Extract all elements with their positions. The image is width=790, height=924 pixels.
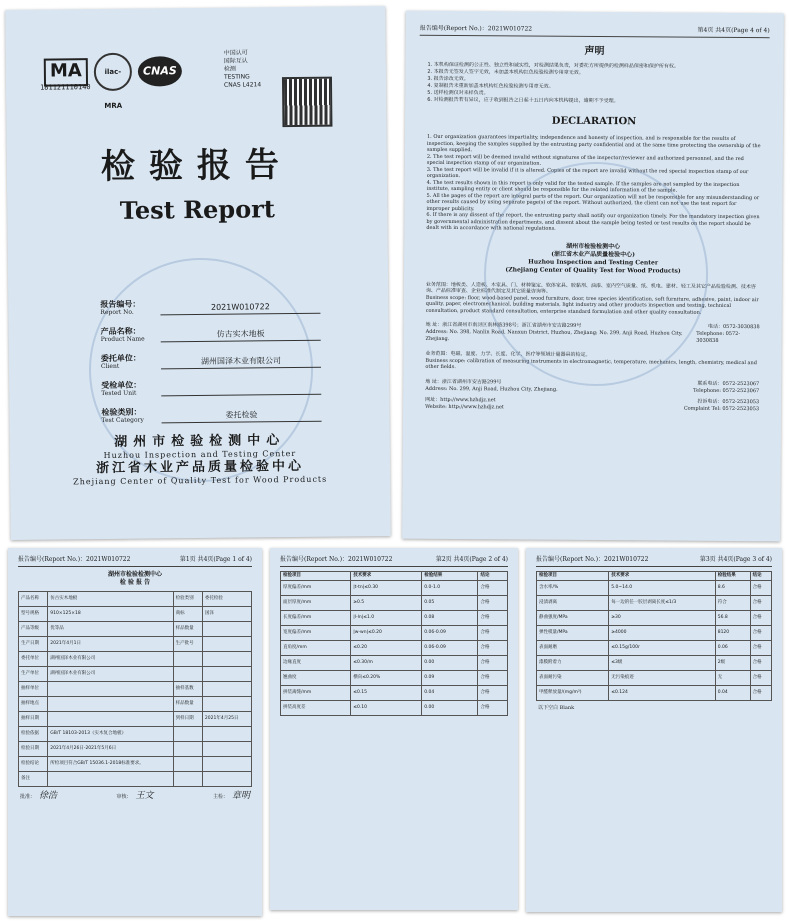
table-header-cell: 结论 <box>750 572 771 581</box>
page-header: 报告编号(Report No.)：2021W010722 第2页 共4页(Page 2 of 4) <box>280 556 508 567</box>
table-cell: 0.04 <box>422 685 478 700</box>
table-row <box>19 742 252 757</box>
table-row <box>537 640 772 655</box>
table-cell: 拼装高度差 <box>281 700 351 715</box>
table-cell: 0.06 <box>715 640 750 655</box>
table-cell: 2级 <box>715 655 750 670</box>
table-cell: 8.6 <box>715 580 750 595</box>
table-cell: 抽样日期 <box>19 712 48 727</box>
table-cell <box>202 622 251 637</box>
blank-note: 以下空白 Blank <box>538 704 575 711</box>
table-cell: 优等品 <box>48 622 173 637</box>
table-cell: ≤0.15 <box>351 685 422 700</box>
table-cell: 合格 <box>750 625 771 640</box>
table-cell: 合格 <box>750 595 771 610</box>
table-cell: 合格 <box>478 640 508 655</box>
table-cell: ≤0.10 <box>351 700 422 715</box>
table-cell: GB/T 18103-2013《实木复合地板》 <box>48 727 173 742</box>
table-cell: 国泽 <box>202 607 251 622</box>
table-cell: 静曲强度/MPa <box>537 610 609 625</box>
table-row <box>19 622 252 637</box>
field-report-no: 报告编号： Report No. 2021W010722 <box>100 287 320 316</box>
table-cell: 含水率/% <box>537 580 609 595</box>
table-cell: 合格 <box>750 610 771 625</box>
table-row <box>19 682 252 697</box>
table-cell <box>202 682 251 697</box>
table-header-row <box>281 572 508 581</box>
page1-title: 湖州市检验检测中心 <box>107 571 162 578</box>
table-header-cell: 检验结果 <box>422 572 478 581</box>
table-cell: 无 <box>715 670 750 685</box>
table-row <box>537 670 772 685</box>
report-page-2 <box>270 548 518 910</box>
table-row <box>19 652 252 667</box>
signature-inspect: 主检： 章明 <box>212 791 250 801</box>
table-cell: 委托单位 <box>19 652 48 667</box>
table-row <box>19 697 252 712</box>
table-cell: 生产批号 <box>173 637 202 652</box>
table-cell: 8120 <box>715 625 750 640</box>
page-header: 报告编号(Report No.)：2021W010722 第4页 共4页(Page 4 of 4) <box>420 25 770 38</box>
table-header-row <box>537 572 772 581</box>
table-cell: ≤0.20 <box>351 640 422 655</box>
table-row <box>19 637 252 652</box>
table-cell <box>48 697 173 712</box>
table-row <box>19 772 252 787</box>
table-cell: 表面耐磨 <box>537 640 609 655</box>
table-cell: 型号规格 <box>19 607 48 622</box>
business-scope: 业务范围：地板类、人造板、木家具、门、材种鉴定、软体家具、胶黏剂、油漆、室内空气质量、纸、机电、建材、轻工及其它产品检验检测、技术咨询、产品标准审查、企业标准代制定及其它质量咨询等。 Business scope: floor, wood-based panel, wood furniture, door, tree species identification, soft furniture, adhesive, paint, indoor air quality, paper, electromechanical, building materials, light industry and other products inspection and testing, technical consultation, product standard consultation, enterprise standard formulation and other quality consultation. <box>425 281 759 316</box>
table-cell: 无污染痕迹 <box>609 670 715 685</box>
table-cell: 合格 <box>750 670 771 685</box>
table-header-cell: 检验项目 <box>537 572 609 581</box>
table-cell: 0.05 <box>422 595 478 610</box>
table-cell: 合格 <box>478 625 508 640</box>
table-cell: 湖州国泽木业有限公司 <box>48 652 173 667</box>
table-cell: 湖州国泽木业有限公司 <box>48 667 173 682</box>
table-cell: ≤0.15g/100r <box>609 640 715 655</box>
table-cell <box>173 742 202 757</box>
table-cell: 所检项目符合GB/T 15036.1-2018标准要求。 <box>48 757 173 772</box>
table-cell: 2021年4月26日-2021年5月6日 <box>48 742 173 757</box>
table-cell: 合格 <box>478 610 508 625</box>
table-cell: 合格 <box>478 670 508 685</box>
table-cell: ≥4000 <box>609 625 715 640</box>
table-header-cell: 结论 <box>478 572 508 581</box>
table-cell: 2021年4月25日 <box>202 712 251 727</box>
contact-block-1: 地 址：浙江省湖州市南浔区南林路398号；浙江省湖州市安吉路299号 电话：0572-3030838 Address: No. 398, Nanlin Road, Nanxun District, Huzhou, Zhejiang; No. 299, Anji Road, Huzhou City, Zhejiang. Telephone: 0572-3030838 <box>425 321 760 344</box>
table-row <box>281 610 508 625</box>
cover-title-en: Test Report <box>119 194 276 225</box>
table-row <box>537 580 772 595</box>
table-cell: 边缘直度 <box>281 655 351 670</box>
table-header-cell: 检验结果 <box>715 572 750 581</box>
table-cell: 产品名称 <box>19 592 48 607</box>
table-header-cell: 检验项目 <box>281 572 351 581</box>
table-cell: 样品数量 <box>173 697 202 712</box>
table-cell <box>173 727 202 742</box>
report-page-1 <box>8 548 262 916</box>
table-cell: 宽度偏差/mm <box>281 625 351 640</box>
table-cell: 0.09 <box>422 670 478 685</box>
field-client: 委托单位： Client 湖州国泽木业有限公司 <box>101 341 321 370</box>
table-cell: 仿古实木地板 <box>48 592 173 607</box>
table-cell <box>202 772 251 787</box>
table-row <box>19 607 252 622</box>
table-cell: 样品数量 <box>173 622 202 637</box>
table-cell: 拼装离缝/mm <box>281 685 351 700</box>
cover-organization: 湖州市检验检测中心 Huzhou Inspection and Testing Center 浙江省木业产品质量检验中心 Zhejiang Center of Quality Test for Wood Products <box>73 433 328 487</box>
table-row <box>281 685 508 700</box>
table-cell: 合格 <box>750 580 771 595</box>
table-cell <box>202 637 251 652</box>
table-cell: 抽样地点 <box>19 697 48 712</box>
field-product-name: 产品名称： Product Name 仿古实木地板 <box>100 314 320 343</box>
table-cell: 生产日期 <box>19 637 48 652</box>
page2-table <box>280 571 508 716</box>
table-cell: 检验日期 <box>19 742 48 757</box>
declaration-en-list: 1. Our organization guarantees impartiality, independence and honesty of inspection, and is responsible for the results of inspection, keeping the samples supplied by the entrusting party confidential and at the same time protecting the ownership of the samples supplied. 2. The test report will be deemed invalid without signatures of the inspector/reviewer and authorized personnel, and the red special inspection stamp of our organization. 3. The test report will be invalid if it is altered. Copies of the report are invalid without the red special inspection stamp of our organization. 4. The test results shown in this report is only valid for the tested sample. If the samples are not sampled by the inspection institute, sampling entity or client should be responsible for the related information of the sample. 5. All the pages of the report are integral parts of the report. Our organization will not be responsible for any misunderstanding or other results caused by using separate page(s) of the report. Without authorized, the client can not use the test report for improper publicity. 6. If there is any dissent of the report, the entrusting party shall notify our organization timely. For the mandatory inspection given by governmental administration departments, and dissent about the sample being tested or test results on the report should be dealt with in accordance with national regulations. <box>426 133 761 232</box>
cover-title-cn: 检验报告 <box>100 145 294 188</box>
table-cell: ≤0.30/m <box>351 655 422 670</box>
table-cell: 翘曲度 <box>281 670 351 685</box>
table-cell: 商标 <box>173 607 202 622</box>
table-row <box>19 712 252 727</box>
table-cell: 910×125×18 <box>48 607 173 622</box>
table-row <box>281 580 508 595</box>
ma-number: 181121110140 <box>40 83 91 92</box>
page1-table <box>18 591 252 787</box>
page-header: 报告编号(Report No.)：2021W010722 第3页 共4页(Page 3 of 4) <box>536 556 772 567</box>
table-cell: 表面耐污染 <box>537 670 609 685</box>
watermark-seal <box>483 161 709 387</box>
table-cell: 56.8 <box>715 610 750 625</box>
table-cell: 面层厚度/mm <box>281 595 351 610</box>
table-cell: 检验结论 <box>19 757 48 772</box>
table-cell: 合格 <box>478 655 508 670</box>
declaration-organization: 湖州市检验检测中心 (浙江省木业产品质量检验中心) Huzhou Inspection and Testing Center (Zhejiang Center of Quality Test for Wood Products) <box>505 242 681 275</box>
business-scope-2: 业务范围：电磁、温度、力学、长度、化学、医疗等领域计量器具的检定。 Business scope: calibration of measuring instruments in electromagnetic, temperature, mechanics, length, chemistry, medical and other fields. <box>425 350 757 371</box>
table-cell: 检验依据 <box>19 727 48 742</box>
table-cell <box>202 652 251 667</box>
table-row <box>537 595 772 610</box>
signature-review: 审核： 王文 <box>116 791 154 801</box>
table-cell: 弹性模量/MPa <box>537 625 609 640</box>
table-row <box>281 640 508 655</box>
cnas-logo: CNAS <box>138 56 182 86</box>
table-row <box>281 655 508 670</box>
table-cell: 委托检验 <box>202 592 251 607</box>
table-cell <box>202 667 251 682</box>
table-cell: 合格 <box>478 595 508 610</box>
table-cell: ≤0.124 <box>609 685 715 700</box>
page-header: 报告编号(Report No.)：2021W010722 第1页 共4页(Page 1 of 4) <box>18 556 252 567</box>
ilac-logo: ilac-MRA <box>94 53 132 91</box>
table-cell: 合格 <box>750 655 771 670</box>
table-cell <box>202 697 251 712</box>
table-row <box>19 757 252 772</box>
table-cell: 漆膜附着力 <box>537 655 609 670</box>
table-cell <box>173 772 202 787</box>
table-cell: 厚度偏差/mm <box>281 580 351 595</box>
table-cell: ≤3级 <box>609 655 715 670</box>
table-cell <box>202 757 251 772</box>
table-cell: 0.00 <box>422 700 478 715</box>
field-test-category: 检验类别： Test Category 委托检验 <box>101 395 321 424</box>
table-cell: 检验类别 <box>173 592 202 607</box>
table-cell <box>202 742 251 757</box>
table-row <box>281 625 508 640</box>
table-cell: 直角度/mm <box>281 640 351 655</box>
table-cell: 备注 <box>19 772 48 787</box>
table-row <box>537 625 772 640</box>
table-cell: 甲醛释放量/(mg/m³) <box>537 685 609 700</box>
table-cell: 合格 <box>478 580 508 595</box>
table-cell: 每一边的任一胶层剥离长度≤1/3 <box>609 595 715 610</box>
table-row <box>281 670 508 685</box>
table-cell <box>173 757 202 772</box>
table-cell: 合格 <box>750 685 771 700</box>
signature-approve: 批准： 徐浩 <box>20 791 58 801</box>
table-row <box>537 685 772 700</box>
table-cell: 长度偏差/mm <box>281 610 351 625</box>
report-page-3 <box>526 548 782 912</box>
table-cell <box>173 667 202 682</box>
table-cell: ≥0.5 <box>351 595 422 610</box>
table-row <box>19 727 252 742</box>
table-cell: 0.0-1.0 <box>422 580 478 595</box>
table-cell: 0.08 <box>422 610 478 625</box>
table-cell: 合格 <box>478 700 508 715</box>
contact-block-2: 地 址：浙江省湖州市安吉路299号 联系电话：0572-2523067 Address: No. 299, Anji Road, Huzhou City, Zhejiang. Telephone: 0572-2523067 网址：http://www.hzhdjz.net 投诉电话：0572-2523053 Website: http://www.hzhdjz.net Complaint Tel: 0572-2523053 <box>425 378 760 412</box>
table-cell <box>48 772 173 787</box>
cnas-text: 中国认可 国际互认 检测 TESTING CNAS L4214 <box>223 49 262 89</box>
table-cell: 浸渍剥离 <box>537 595 609 610</box>
declaration-page <box>402 11 784 542</box>
table-cell: 0.06-0.09 <box>422 640 478 655</box>
declaration-cn-list: 1. 本机构保证检测的公正性、独立性和诚实性，对检测结果负责，对委托方所提供的检测样品保密和保护所有权。 2. 本报告无签发人签字无效，未加盖本机构红色检验检测专用章无效。 3. 报告涂改无效。 4. 复制报告未重新加盖本机构红色检验检测专用章无效。 5. 送样检测仅对来样负责。 6. 对检测报告若有异议，应于收到报告之日起十五日内向本机构提出，逾期不予受理。 <box>427 61 679 105</box>
table-row <box>281 700 508 715</box>
table-cell: ≥30 <box>609 610 715 625</box>
table-cell: 2021年4月1日 <box>48 637 173 652</box>
table-cell: |l-ln|≤1.0 <box>351 610 422 625</box>
table-cell: 0.04 <box>715 685 750 700</box>
table-cell: 合格 <box>478 685 508 700</box>
table-cell: 横向≤0.20% <box>351 670 422 685</box>
table-row <box>19 667 252 682</box>
table-cell <box>48 682 173 697</box>
table-header-cell: 技术要求 <box>609 572 715 581</box>
table-row <box>537 655 772 670</box>
table-cell <box>173 652 202 667</box>
table-cell: 合格 <box>750 640 771 655</box>
page1-subtitle: 检 验 报 告 <box>119 579 151 586</box>
declaration-title-en: DECLARATION <box>551 115 637 128</box>
cover-page <box>5 6 391 540</box>
signature-row <box>20 793 250 801</box>
field-tested-unit: 受检单位： Tested Unit <box>101 368 321 397</box>
table-cell: 5.0~14.0 <box>609 580 715 595</box>
table-cell: 0.06-0.09 <box>422 625 478 640</box>
table-cell: 产品等级 <box>19 622 48 637</box>
ma-logo: MA <box>44 58 88 86</box>
table-cell: 符合 <box>715 595 750 610</box>
declaration-title-cn: 声明 <box>584 45 605 58</box>
table-cell <box>202 727 251 742</box>
table-cell: |t-tn|≤0.30 <box>351 580 422 595</box>
table-cell <box>48 712 173 727</box>
qr-code <box>282 77 333 128</box>
table-row <box>19 592 252 607</box>
cover-fields <box>100 287 321 424</box>
page3-table <box>536 571 772 701</box>
table-cell: 生产单位 <box>19 667 48 682</box>
table-cell: 抽样单位 <box>19 682 48 697</box>
table-cell: |w-wn|≤0.20 <box>351 625 422 640</box>
table-row <box>537 610 772 625</box>
table-cell: 到样日期 <box>173 712 202 727</box>
table-header-cell: 技术要求 <box>351 572 422 581</box>
table-row <box>281 595 508 610</box>
table-cell: 抽样基数 <box>173 682 202 697</box>
table-cell: 0.00 <box>422 655 478 670</box>
